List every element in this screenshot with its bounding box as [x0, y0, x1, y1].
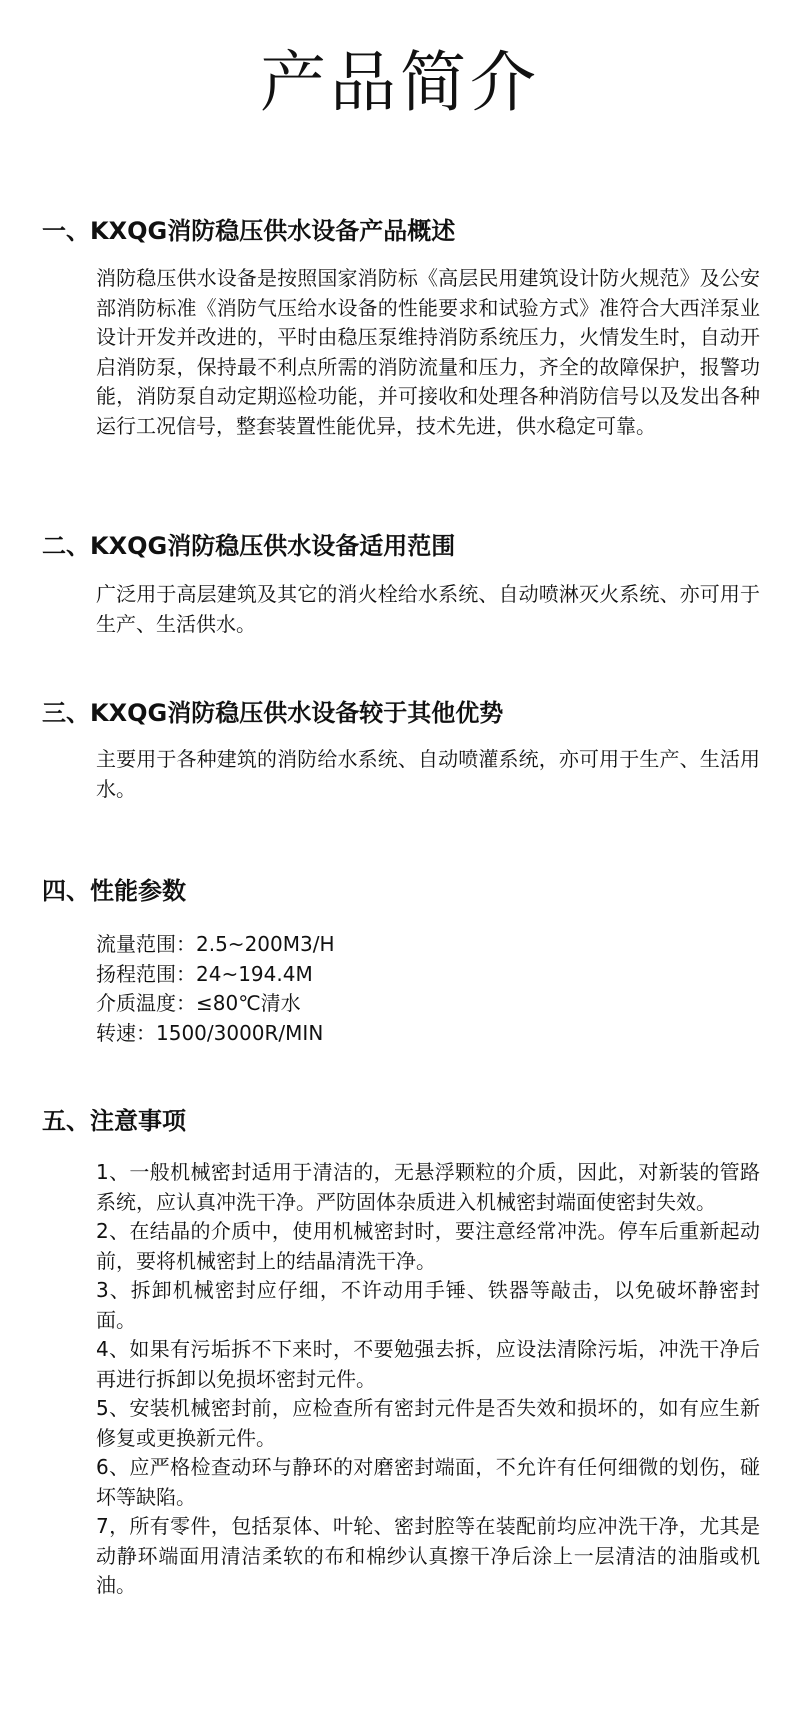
section-body-precautions: [96, 1158, 760, 1601]
precaution-item-6: 6、应严格检查动环与静环的对磨密封端面，不允许有任何细微的划伤，碰坏等缺陷。: [96, 1455, 760, 1509]
section-body-advantages: [96, 745, 760, 804]
page-title: 产品简介: [260, 44, 540, 121]
precaution-item-1: 1、一般机械密封适用于清洁的，无悬浮颗粒的介质，因此，对新装的管路系统，应认真冲洗干净。严防固体杂质进入机械密封端面使密封失效。: [96, 1160, 760, 1214]
overview-paragraph: 消防稳压供水设备是按照国家消防标《高层民用建筑设计防火规范》及公安部消防标准《消防气压给水设备的性能要求和试验方式》准符合大西洋泵业设计开发并改进的，平时由稳压泵维持消防系统压力，火情发生时，自动开启消防泵，保持最不利点所需的消防流量和压力，齐全的故障保护，报警功能，消防泵自动定期巡检功能，并可接收和处理各种消防信号以及发出各种运行工况信号，整套装置性能优异，技术先进，供水稳定可靠。: [96, 266, 760, 438]
advantages-paragraph: 主要用于各种建筑的消防给水系统、自动喷灌系统，亦可用于生产、生活用水。: [96, 747, 760, 801]
precaution-item-5: 5、安装机械密封前，应检查所有密封元件是否失效和损坏的，如有应生新修复或更换新元件。: [96, 1396, 760, 1450]
parameter-speed: 转速：1500/3000R/MIN: [96, 1020, 324, 1045]
section-body-overview: [96, 264, 760, 441]
scope-paragraph: 广泛用于高层建筑及其它的消火栓给水系统、自动喷淋灭火系统、亦可用于生产、生活供水。: [96, 582, 760, 636]
parameter-medium-temperature: 介质温度：≤80℃清水: [96, 991, 301, 1015]
section-heading-parameters: 四、性能参数: [42, 877, 186, 905]
section-body-scope: [96, 580, 760, 639]
section-heading-precautions: 五、注意事项: [42, 1107, 186, 1135]
parameter-head-range: 扬程范围：24~194.4M: [96, 961, 313, 986]
section-body-parameters: [96, 930, 760, 1048]
precaution-item-4: 4、如果有污垢拆不下来时，不要勉强去拆，应设法清除污垢，冲洗干净后再进行拆卸以免损坏密封元件。: [96, 1337, 760, 1391]
precaution-item-7: 7，所有零件，包括泵体、叶轮、密封腔等在装配前均应冲洗干净，尤其是动静环端面用清洁柔软的布和棉纱认真擦干净后涂上一层清洁的油脂或机油。: [96, 1514, 760, 1597]
section-heading-scope: 二、KXQG消防稳压供水设备适用范围: [42, 532, 456, 560]
precaution-item-3: 3、拆卸机械密封应仔细，不许动用手锤、铁器等敲击，以免破坏静密封面。: [96, 1278, 760, 1332]
section-heading-advantages: 三、KXQG消防稳压供水设备较于其他优势: [42, 699, 504, 727]
section-heading-overview: 一、KXQG消防稳压供水设备产品概述: [42, 217, 456, 245]
precaution-item-2: 2、在结晶的介质中，使用机械密封时，要注意经常冲洗。停车后重新起动前，要将机械密封上的结晶清洗干净。: [96, 1219, 760, 1273]
parameter-flow-range: 流量范围：2.5~200M3/H: [96, 932, 335, 956]
